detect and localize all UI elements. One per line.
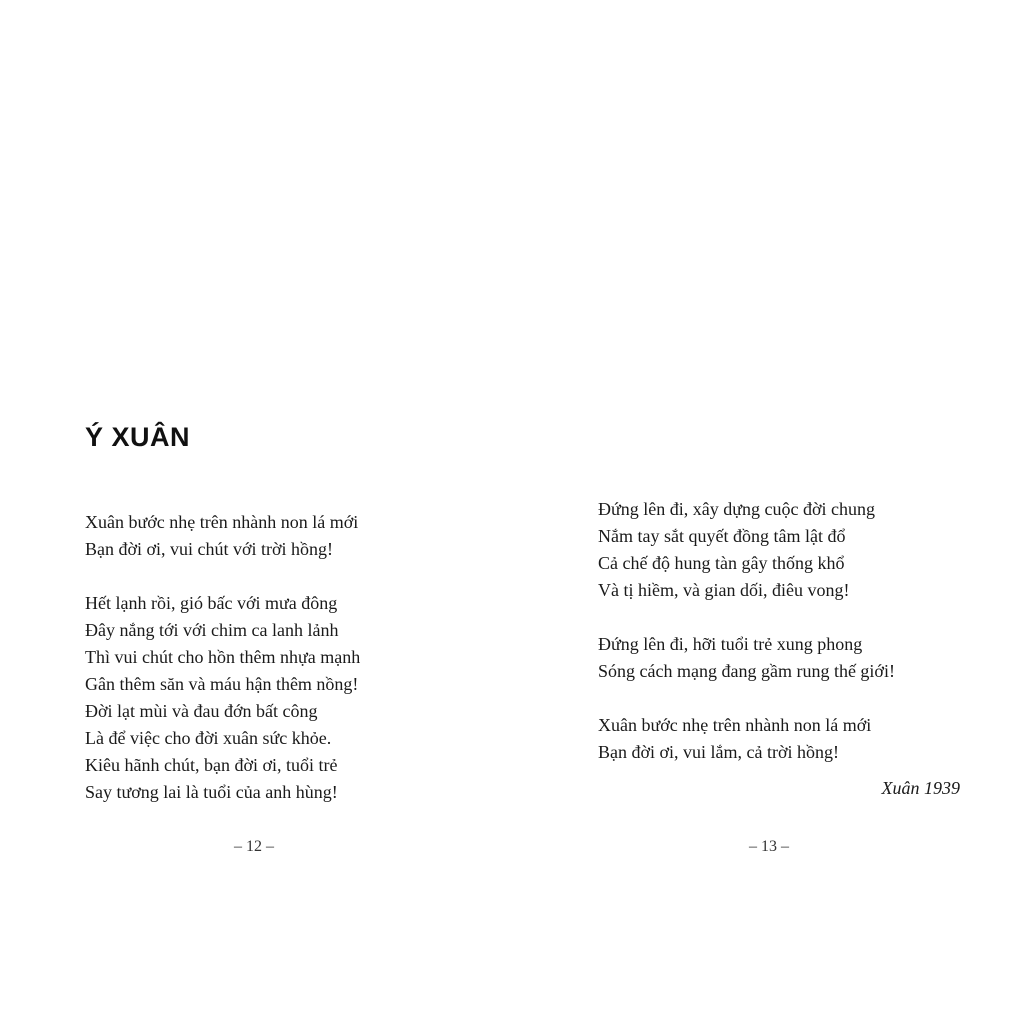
page-number-right: – 13 – (749, 838, 789, 855)
verse-line: Và tị hiềm, và gian dối, điêu vong! (598, 580, 850, 600)
right-stanzas (598, 496, 895, 766)
verse-line: Xuân bước nhẹ trên nhành non lá mới (598, 715, 872, 735)
verse-line: Bạn đời ơi, vui chút với trời hồng! (85, 539, 334, 559)
verse-line: Nắm tay sắt quyết đồng tâm lật đổ (598, 526, 846, 546)
verse-line: Đứng lên đi, hỡi tuổi trẻ xung phong (598, 634, 863, 654)
stanza (85, 590, 360, 806)
verse-line: Hết lạnh rồi, gió bấc với mưa đông (85, 593, 338, 613)
stanza (598, 712, 895, 766)
stanza (598, 631, 895, 685)
verse-line: Thì vui chút cho hồn thêm nhựa mạnh (85, 647, 361, 667)
stanza (598, 496, 895, 604)
right-page (512, 0, 1024, 1024)
poem-title: Ý XUÂN (85, 422, 191, 452)
page-number-left: – 12 – (234, 838, 274, 855)
verse-line: Đứng lên đi, xây dựng cuộc đời chung (598, 499, 875, 519)
verse-line: Bạn đời ơi, vui lắm, cả trời hồng! (598, 742, 840, 762)
verse-line: Say tương lai là tuổi của anh hùng! (85, 782, 338, 802)
verse-line: Gân thêm săn và máu hận thêm nồng! (85, 674, 359, 694)
verse-line: Đây nắng tới với chim ca lanh lảnh (85, 620, 339, 640)
verse-line: Sóng cách mạng đang gầm rung thế giới! (598, 661, 895, 681)
verse-line: Xuân bước nhẹ trên nhành non lá mới (85, 512, 359, 532)
verse-line: Là để việc cho đời xuân sức khỏe. (85, 728, 332, 748)
poem-signature: Xuân 1939 (881, 778, 960, 798)
verse-line: Kiêu hãnh chút, bạn đời ơi, tuổi trẻ (85, 755, 338, 775)
stanza (85, 509, 360, 563)
left-stanzas (85, 509, 360, 806)
verse-line: Đời lạt mùi và đau đớn bất công (85, 701, 318, 721)
verse-line: Cả chế độ hung tàn gây thống khổ (598, 553, 845, 573)
